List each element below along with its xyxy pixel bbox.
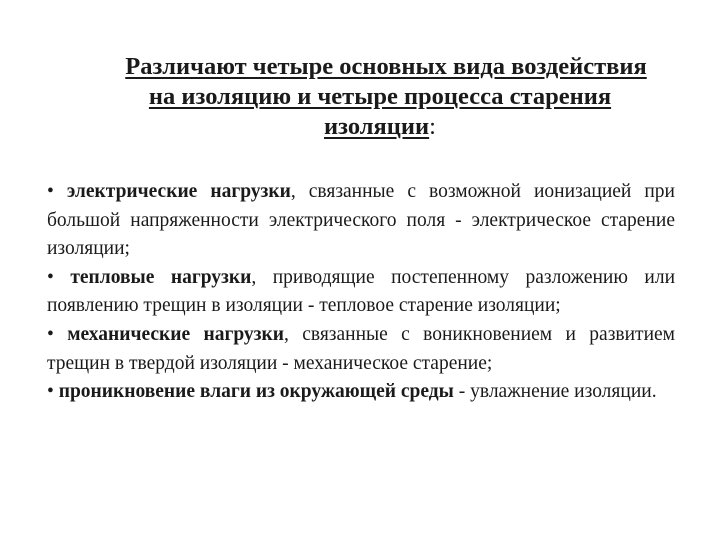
item-description: , приводящие постепенному разложению или появлению трещин в изоляции - тепловое старение изоляции;	[47, 266, 676, 317]
title-line-3-text: изоляции	[324, 113, 430, 140]
bullet-marker: •	[47, 181, 67, 202]
slide-title	[60, 52, 700, 142]
list-item-moisture	[47, 378, 675, 407]
bullet-marker: •	[47, 266, 71, 288]
item-description: - увлажнение изоляции.	[453, 381, 657, 403]
item-term: механические нагрузки	[67, 323, 284, 345]
bullet-marker: •	[47, 381, 59, 403]
title-line-1: Различают четыре основных вида воздействия	[125, 53, 647, 80]
item-term: проникновение влаги из окружающей среды	[58, 381, 454, 403]
list-item-electrical	[47, 178, 675, 264]
title-line-3	[60, 112, 700, 142]
bullet-list	[47, 178, 675, 407]
list-item-thermal	[47, 264, 675, 321]
item-description: , связанные с возможной ионизацией при большой напряженности электрического поля - электрическое старение изоляции;	[47, 181, 675, 260]
item-description: , связанные с воникновением и развитием трещин в твердой изоляции - механическое старение;	[47, 323, 676, 374]
list-item-mechanical	[47, 321, 675, 378]
item-term: электрические нагрузки	[66, 181, 291, 202]
item-term: тепловые нагрузки	[70, 266, 252, 288]
title-colon: :	[429, 113, 436, 140]
title-line-2: на изоляцию и четыре процесса старения	[148, 83, 612, 110]
bullet-marker: •	[47, 323, 68, 345]
